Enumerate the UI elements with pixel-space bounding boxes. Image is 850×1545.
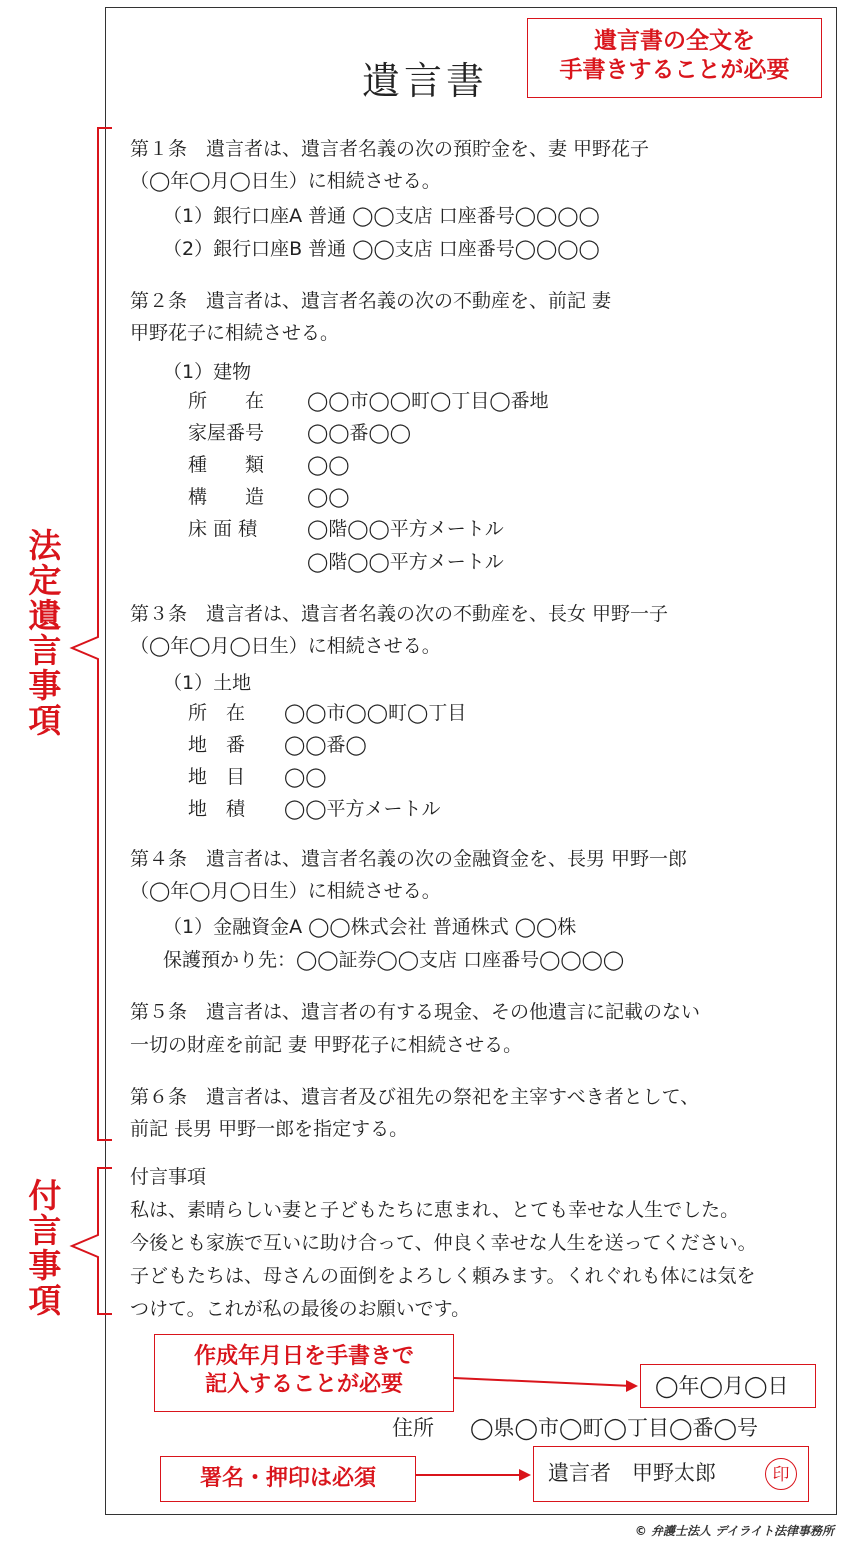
supplement-heading: 付言事項: [130, 1166, 207, 1188]
property-value: ◯◯: [307, 454, 350, 476]
article-3-line: 第３条 遺言者は、遺言者名義の次の不動産を、長女 甲野一子: [130, 603, 669, 625]
article-6-line: 前記 長男 甲野一郎を指定する。: [130, 1118, 409, 1140]
address-value: ◯県◯市◯町◯丁目◯番◯号: [470, 1416, 759, 1440]
article-1-line: （◯年◯月◯日生）に相続させる。: [130, 170, 441, 192]
article-4-item: （1）金融資金A ◯◯株式会社 普通株式 ◯◯株: [163, 916, 577, 938]
property-label: 家屋番号: [188, 422, 265, 444]
supplement-bracket: [72, 1168, 112, 1314]
copyright: © 弁護士法人 デイライト法律事務所: [634, 1524, 834, 1538]
supplement-line: 今後とも家族で互いに助け合って、仲良く幸せな人生を送ってください。: [130, 1232, 757, 1254]
date-note-line: 作成年月日を手書きで: [193, 1344, 414, 1369]
property-value: ◯◯: [284, 766, 327, 788]
seal-stamp: 印: [765, 1458, 797, 1490]
date-arrow: [454, 1378, 632, 1386]
date-note-line: 記入することが必要: [204, 1371, 403, 1397]
article-5-line: 一切の財産を前記 妻 甲野花子に相続させる。: [130, 1034, 523, 1056]
supplement-line: つけて。これが私の最後のお願いです。: [130, 1298, 471, 1320]
property-label: 所 在: [188, 702, 246, 724]
property-value: ◯階◯◯平方メートル: [307, 551, 504, 573]
property-value: ◯◯市◯◯町◯丁目◯番地: [307, 390, 549, 412]
signer-name: 遺言者 甲野太郎: [548, 1461, 716, 1485]
property-label: 構 造: [188, 486, 265, 508]
supplement-line: 私は、素晴らしい妻と子どもたちに恵まれ、とても幸せな人生でした。: [130, 1199, 740, 1221]
property-label: 地 目: [188, 766, 246, 788]
fulltext-note-line: 手書きすることが必要: [559, 56, 790, 83]
legal-items-label-text: 法定遺言事項: [23, 528, 63, 738]
property-value: ◯◯平方メートル: [284, 798, 441, 820]
fulltext-note-line: 遺言書の全文を: [594, 28, 755, 54]
property-value: ◯◯番◯◯: [307, 422, 412, 444]
article-1-item: （2）銀行口座B 普通 ◯◯支店 口座番号◯◯◯◯: [163, 238, 600, 260]
document-title: 遺言書: [362, 59, 489, 103]
will-date: ◯年◯月◯日: [655, 1374, 789, 1398]
article-4-line: 第４条 遺言者は、遺言者名義の次の金融資金を、長男 甲野一郎: [130, 848, 688, 870]
supplement-label-text: 付言事項: [23, 1178, 63, 1318]
article-6-line: 第６条 遺言者は、遺言者及び祖先の祭祀を主宰すべき者として、: [130, 1086, 700, 1108]
signature-arrow-head: [519, 1469, 531, 1481]
article-2-line: 甲野花子に相続させる。: [130, 322, 340, 344]
property-label: 地 番: [188, 734, 246, 756]
date-arrow-head: [626, 1380, 638, 1392]
legal-items-bracket: [72, 128, 112, 1140]
property-label: 地 積: [188, 798, 246, 820]
article-5-line: 第５条 遺言者は、遺言者の有する現金、その他遺言に記載のない: [130, 1001, 701, 1023]
article-4-line: （◯年◯月◯日生）に相続させる。: [130, 880, 441, 902]
article-3-heading: （1）土地: [163, 672, 252, 694]
property-value: ◯階◯◯平方メートル: [307, 518, 504, 540]
article-4-item: 保護預かり先：◯◯証券◯◯支店 口座番号◯◯◯◯: [163, 949, 625, 971]
address-label: 住所: [392, 1416, 434, 1440]
property-label: 種 類: [188, 454, 265, 476]
article-1-line: 第１条 遺言者は、遺言者名義の次の預貯金を、妻 甲野花子: [130, 138, 650, 160]
property-label: 所 在: [188, 390, 265, 412]
property-value: ◯◯市◯◯町◯丁目: [284, 702, 467, 724]
article-2-heading: （1）建物: [163, 361, 252, 383]
property-value: ◯◯: [307, 486, 350, 508]
article-2-line: 第２条 遺言者は、遺言者名義の次の不動産を、前記 妻: [130, 290, 612, 312]
article-1-item: （1）銀行口座A 普通 ◯◯支店 口座番号◯◯◯◯: [163, 205, 600, 227]
signature-note: 署名・押印は必須: [160, 1456, 416, 1502]
supplement-line: 子どもたちは、母さんの面倒をよろしく頼みます。くれぐれも体には気を: [130, 1265, 756, 1287]
property-value: ◯◯番◯: [284, 734, 367, 756]
property-label: 床 面 積: [188, 518, 258, 540]
article-3-line: （◯年◯月◯日生）に相続させる。: [130, 635, 441, 657]
